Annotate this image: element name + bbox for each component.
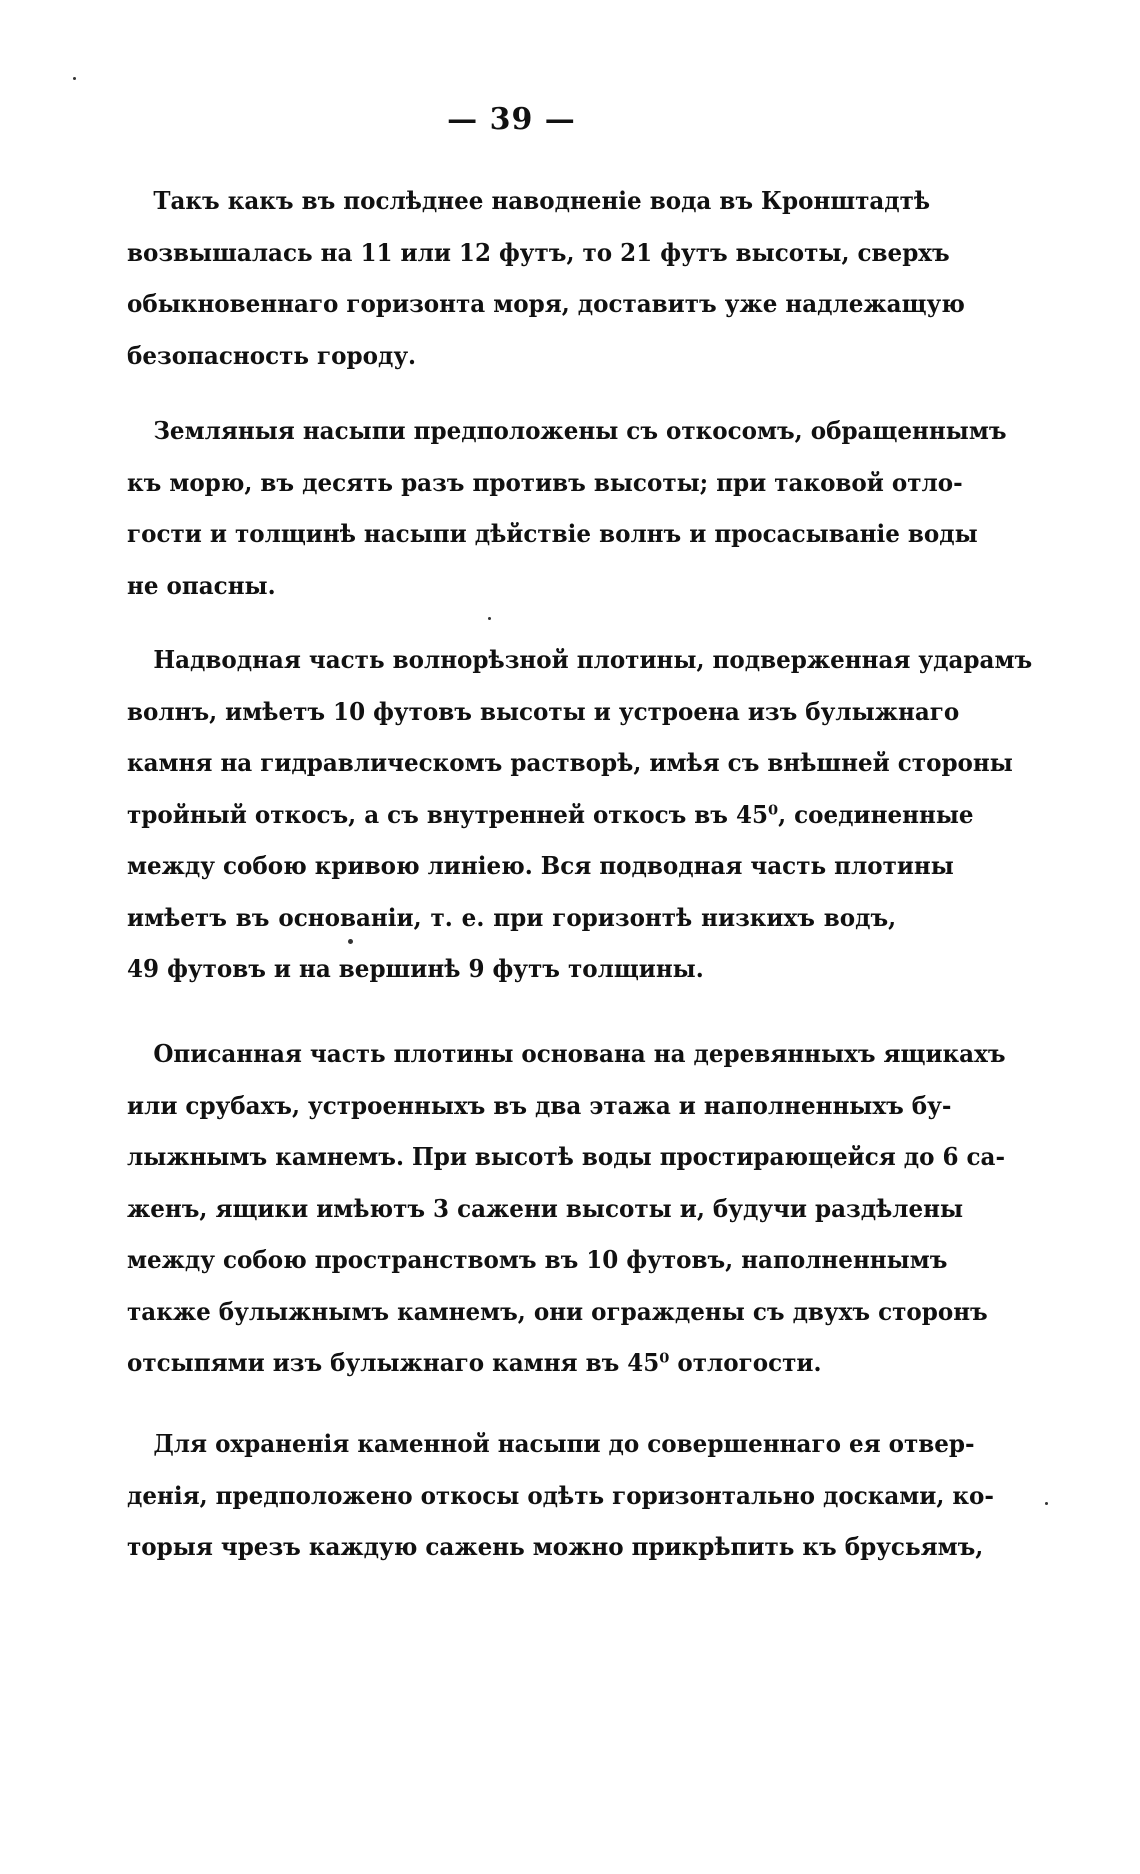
text-line: между собою пространствомъ въ 10 футовъ, наполненнымъ: [127, 1245, 948, 1274]
text-line: торыя чрезъ каждую сажень можно прикрѣпить къ брусьямъ,: [127, 1532, 984, 1561]
paragraph-2: [127, 405, 1007, 611]
text-line: обыкновеннаго горизонта моря, доставитъ уже надлежащую: [127, 289, 965, 318]
text-line: тройный откосъ, а съ внутренней откосъ въ 45⁰, соединенные: [127, 799, 974, 829]
paragraph-3: [127, 634, 1033, 995]
text-line: или срубахъ, устроенныхъ въ два этажа и наполненныхъ бу-: [127, 1090, 952, 1120]
text-line: не опасны.: [127, 570, 276, 600]
text-line: къ морю, въ десять разъ противъ высоты; при таковой отло-: [127, 467, 963, 497]
scan-speck: [73, 77, 76, 80]
text-line: Земляныя насыпи предположены съ откосомъ, обращеннымъ: [153, 416, 1007, 445]
text-line: также булыжнымъ камнемъ, они ограждены съ двухъ сторонъ: [127, 1296, 988, 1326]
text-line: имѣетъ въ основаніи, т. е. при горизонтѣ низкихъ водъ,: [127, 902, 897, 932]
text-line: Для охраненія каменной насыпи до совершеннаго ея отвер-: [153, 1429, 975, 1458]
paragraph-5: [127, 1418, 994, 1573]
text-line: денія, предположено откосы одѣть горизонтально досками, ко-: [127, 1480, 994, 1510]
text-line: безопасность городу.: [127, 340, 417, 370]
paragraph-1: [127, 175, 965, 381]
text-line: лыжнымъ камнемъ. При высотѣ воды простирающейся до 6 са-: [127, 1142, 1006, 1171]
paragraph-4: [127, 1028, 1006, 1389]
scan-speck: [1045, 1502, 1048, 1505]
text-line: 49 футовъ и на вершинѣ 9 футъ толщины.: [127, 954, 704, 983]
text-line: отсыпями изъ булыжнаго камня въ 45⁰ отлогости.: [127, 1348, 822, 1377]
text-line: камня на гидравлическомъ растворѣ, имѣя съ внѣшней стороны: [127, 748, 1013, 777]
text-line: женъ, ящики имѣютъ 3 сажени высоты и, будучи раздѣлены: [127, 1193, 964, 1223]
text-line: между собою кривою линіею. Вся подводная часть плотины: [127, 851, 954, 880]
scan-speck: [348, 939, 353, 944]
text-line: гости и толщинѣ насыпи дѣйствіе волнъ и просасываніе воды: [127, 519, 978, 548]
text-line: Описанная часть плотины основана на деревянныхъ ящикахъ: [153, 1039, 1006, 1068]
text-line: Надводная часть волнорѣзной плотины, подверженная ударамъ: [153, 645, 1033, 674]
scan-speck: [488, 617, 491, 620]
text-line: волнъ, имѣетъ 10 футовъ высоты и устроена изъ булыжнаго: [127, 696, 960, 726]
page-number: — 39 —: [447, 102, 576, 137]
text-line: возвышалась на 11 или 12 футъ, то 21 футъ высоты, сверхъ: [127, 237, 950, 267]
text-line: Такъ какъ въ послѣднее наводненіе вода въ Кронштадтѣ: [153, 186, 931, 215]
